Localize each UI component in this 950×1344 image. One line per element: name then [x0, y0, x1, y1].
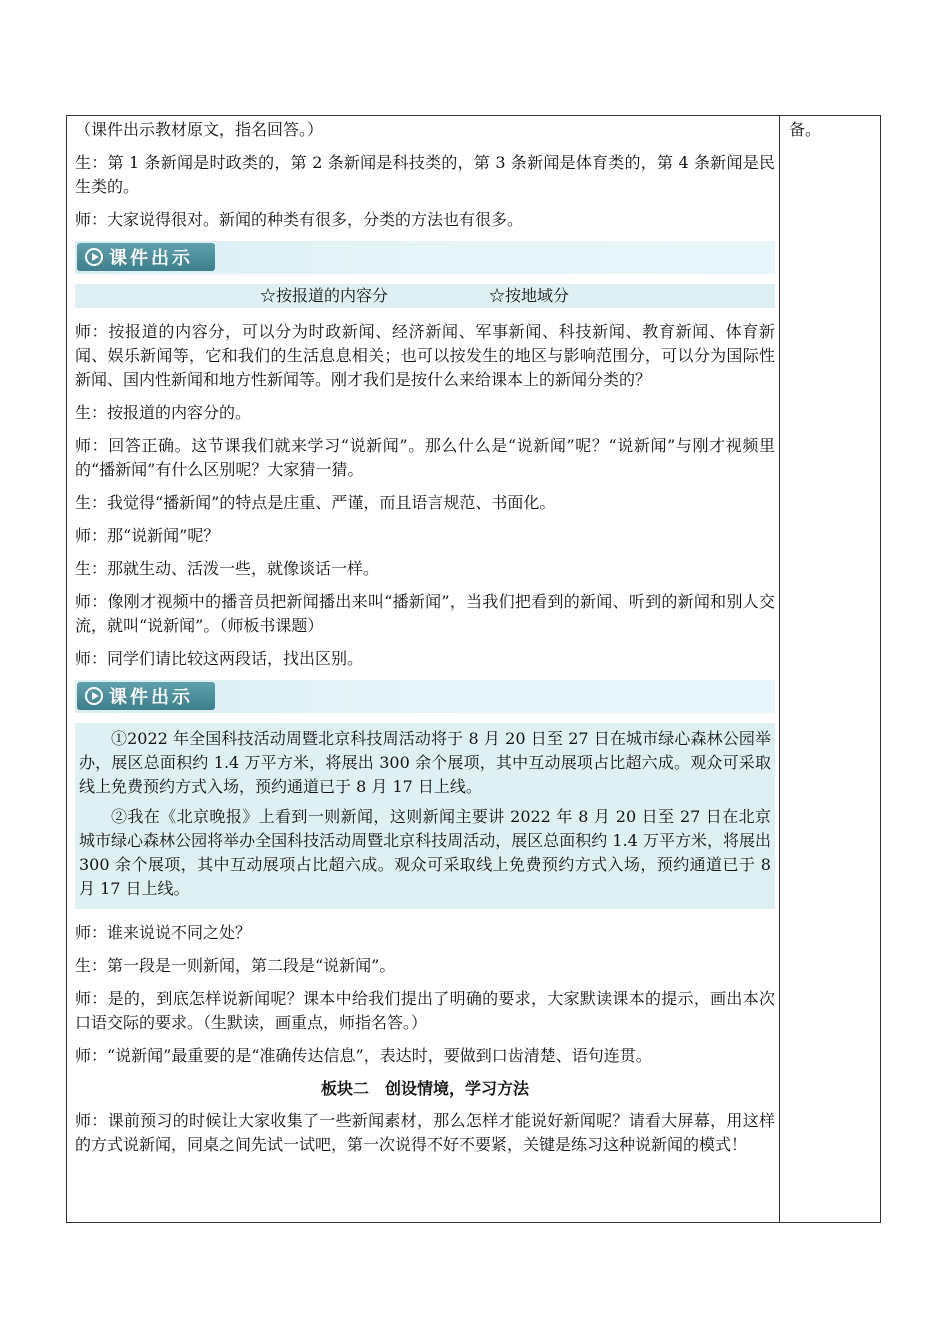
- paragraph: 师：是的，到底怎样说新闻呢？课本中给我们提出了明确的要求，大家默读课本的提示，画出本次口语交际的要求。（生默读，画重点，师指名答。）: [75, 989, 775, 1032]
- paragraph: 师：像刚才视频中的播音员把新闻播出来叫“播新闻”，当我们把看到的新闻、听到的新闻和别人交流，就叫“说新闻”。（师板书课题）: [75, 592, 775, 635]
- paragraph: 生：第 1 条新闻是时政类的，第 2 条新闻是科技类的，第 3 条新闻是体育类的，第 4 条新闻是民生类的。: [75, 153, 775, 196]
- classification-item: ☆按地域分: [489, 286, 570, 305]
- paragraph: 师：课前预习的时候让大家收集了一些新闻素材，那么怎样才能说好新闻呢？请看大屏幕，用这样的方式说新闻，同桌之间先试一试吧，第一次说得不好不要紧，关键是练习这种说新闻的模式！: [75, 1111, 775, 1154]
- main-column: [75, 118, 775, 1166]
- paragraph: 师：那“说新闻”呢？: [75, 526, 220, 545]
- paragraph: 师：“说新闻”最重要的是“准确传达信息”，表达时，要做到口齿清楚、语句连贯。: [75, 1046, 652, 1065]
- courseware-tag: [77, 682, 215, 710]
- courseware-label: 课件出示: [109, 687, 193, 708]
- courseware-label: 课件出示: [109, 248, 193, 269]
- play-icon: [85, 687, 103, 705]
- classification-item: ☆按报道的内容分: [260, 286, 389, 305]
- paragraph: 师：按报道的内容分，可以分为时政新闻、经济新闻、军事新闻、科技新闻、教育新闻、体育新闻、娱乐新闻等，它和我们的生活息息相关；也可以按发生的地区与影响范围分，可以分为国际性新闻、国内性新闻和地方性新闻等。刚才我们是按什么来给课本上的新闻分类的？: [75, 322, 775, 389]
- paragraph: 生：那就生动、活泼一些，就像谈话一样。: [75, 559, 380, 578]
- side-note: 备。: [789, 120, 822, 139]
- news-comparison-box: [75, 723, 775, 909]
- courseware-tag: [77, 243, 215, 271]
- paragraph: 师：谁来说说不同之处？: [75, 923, 252, 942]
- paragraph: 师：回答正确。这节课我们就来学习“说新闻”。那么什么是“说新闻”呢？“说新闻”与刚才视频里的“播新闻”有什么区别呢？大家猜一猜。: [75, 436, 775, 479]
- side-column: [789, 118, 869, 142]
- paragraph: 生：按报道的内容分的。: [75, 403, 252, 422]
- classification-bar: [75, 284, 775, 308]
- courseware-banner: [75, 680, 775, 713]
- column-divider: [779, 115, 780, 1223]
- paragraph: 师：大家说得很对。新闻的种类有很多，分类的方法也有很多。: [75, 210, 524, 229]
- news-passage: ①2022 年全国科技活动周暨北京科技周活动将于 8 月 20 日至 27 日在城市绿心森林公园举办，展区总面积约 1.4 万平方米，将展出 300 余个展项，其中互动展项占比超六成。观众可采取线上免费预约方式入场，预约通道已于 8 月 17 日上线。: [79, 729, 771, 796]
- paragraph: （课件出示教材原文，指名回答。）: [75, 120, 324, 139]
- news-passage: ②我在《北京晚报》上看到一则新闻，这则新闻主要讲 2022 年 8 月 20 日至 27 日在北京城市绿心森林公园将举办全国科技活动周暨北京科技周活动，展区总面积约 1.4 万平方米，将展出 300 余个展项，其中互动展项占比超六成。观众可采取线上免费预约方式入场，预约通道已于 8 月 17 日上线。: [79, 807, 771, 898]
- section-heading: 板块二 创设情境，学习方法: [320, 1079, 529, 1098]
- courseware-banner: [75, 241, 775, 274]
- play-icon: [85, 248, 103, 266]
- paragraph: 生：我觉得“播新闻”的特点是庄重、严谨，而且语言规范、书面化。: [75, 493, 556, 512]
- paragraph: 生：第一段是一则新闻，第二段是“说新闻”。: [75, 956, 396, 975]
- paragraph: 师：同学们请比较这两段话，找出区别。: [75, 649, 364, 668]
